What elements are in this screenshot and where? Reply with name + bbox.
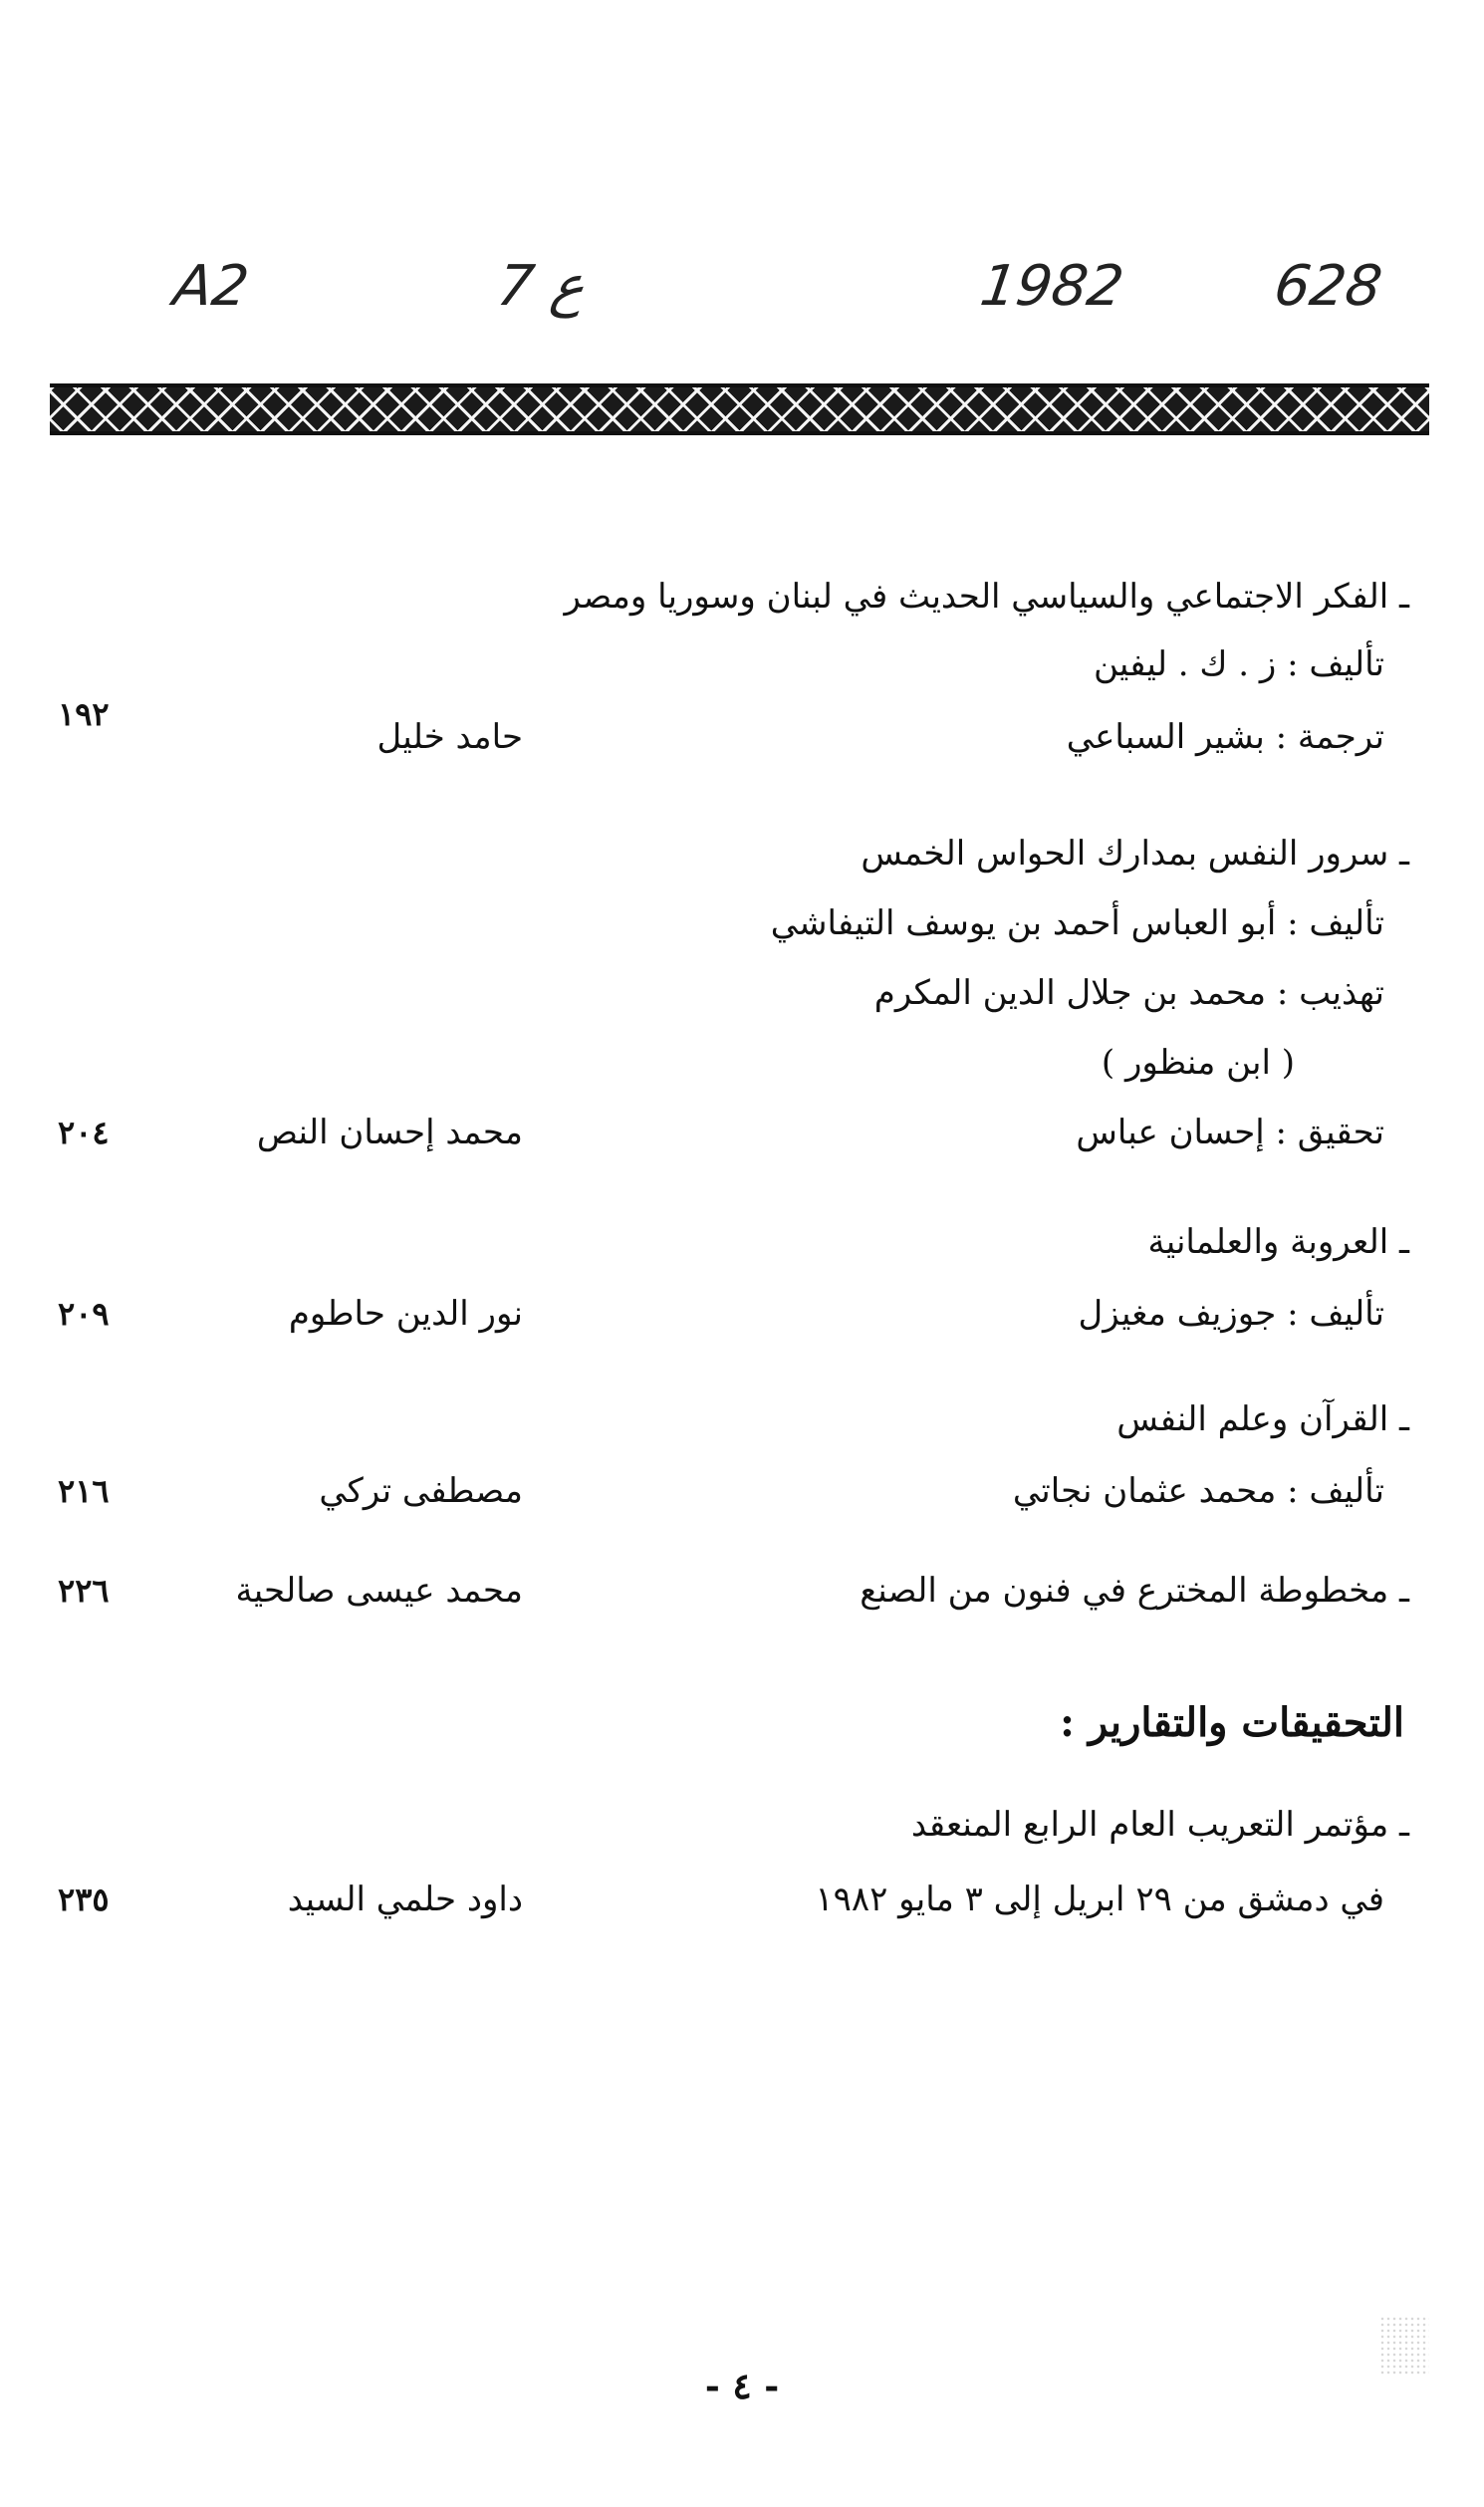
entry-credit: في دمشق من ٢٩ ابريل إلى ٣ مايو ١٩٨٢ [815, 1880, 1384, 1919]
entry-title: ـ العروبة والعلمانية [1147, 1222, 1409, 1262]
entry-credit: تأليف : ز . ك . ليفين [1094, 644, 1384, 684]
entry-title: ـ مؤتمر التعريب العام الرابع المنعقد [910, 1805, 1409, 1845]
entry-reviewer: محمد عيسى صالحية [235, 1571, 523, 1611]
entry-credit: تهذيب : محمد بن جلال الدين المكرم [873, 973, 1384, 1013]
entry-credit: ترجمة : بشير السباعي [1066, 717, 1384, 757]
entry-reviewer: مصطفى تركي [319, 1471, 523, 1511]
entry-credit: تأليف : محمد عثمان نجاتي [1012, 1471, 1384, 1511]
handwritten-note-year: 1982 [976, 254, 1128, 319]
entry-page-number: ٢١٦ [58, 1472, 110, 1510]
page-number-footer: - ٤ - [704, 2366, 780, 2407]
handwritten-note-628: 628 [1270, 254, 1386, 319]
entry-title: ـ مخطوطة المخترع في فنون من الصنع [860, 1571, 1409, 1611]
entry-page-number: ٢٠٤ [58, 1114, 110, 1151]
entry-page-number: ٢٣٥ [58, 1880, 110, 1918]
entry-page-number: ١٩٢ [58, 695, 110, 733]
entry-page-number: ٢٢٦ [58, 1572, 110, 1610]
entry-reviewer: داود حلمي السيد [287, 1880, 523, 1919]
handwritten-note-a2: A2 [169, 254, 253, 319]
section-heading: التحقيقات والتقارير : [1060, 1699, 1404, 1746]
entry-reviewer: حامد خليل [376, 717, 523, 757]
entry-credit: تحقيق : إحسان عباس [1076, 1113, 1384, 1152]
handwritten-note-volume: ع 7 [493, 254, 590, 319]
entry-credit: تأليف : أبو العباس أحمد بن يوسف التيفاشي [770, 903, 1384, 943]
entry-title: ـ الفكر الاجتماعي والسياسي الحديث في لبنان وسوريا ومصر [564, 577, 1409, 617]
entry-reviewer: نور الدين حاطوم [288, 1294, 523, 1334]
entry-credit: تأليف : جوزيف مغيزل [1078, 1294, 1384, 1334]
entry-credit: ( ابن منظور ) [1101, 1043, 1295, 1083]
entry-page-number: ٢٠٩ [58, 1295, 110, 1333]
entry-reviewer: محمد إحسان النص [256, 1113, 523, 1152]
entry-title: ـ سرور النفس بمدارك الحواس الخمس [861, 834, 1409, 874]
entry-title: ـ القرآن وعلم النفس [1116, 1399, 1409, 1439]
